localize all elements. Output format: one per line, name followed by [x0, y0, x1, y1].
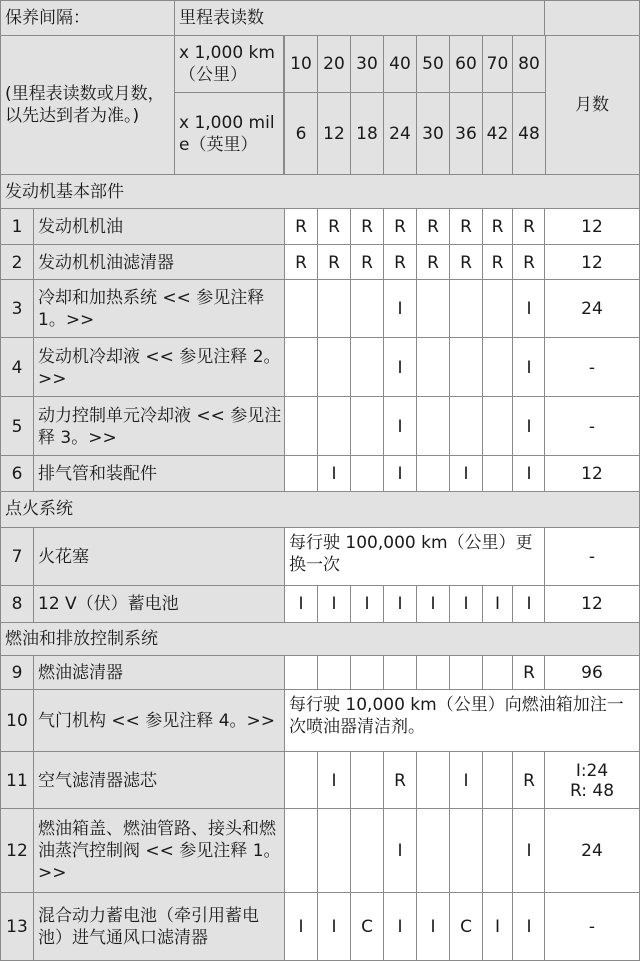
interval-mark	[512, 337, 546, 398]
interval-mark	[317, 279, 351, 339]
interval-mark-text: I	[397, 463, 403, 484]
interval-mark-text: C	[361, 916, 373, 937]
row-item-text: 燃油滤清器	[38, 663, 123, 683]
mile-value-text: 48	[518, 123, 540, 144]
interval-mark	[350, 208, 384, 246]
interval-mark-text: I	[494, 594, 500, 614]
interval-mark	[512, 208, 546, 246]
row-months	[544, 279, 640, 339]
mile-value	[482, 92, 513, 175]
row-number	[0, 527, 34, 587]
row-months	[544, 585, 640, 623]
interval-mark-text: I	[331, 770, 337, 791]
row-months-text: -	[588, 547, 596, 567]
row-number	[0, 751, 34, 810]
row-months-text: 96	[581, 663, 603, 683]
mile-value-text: 24	[389, 123, 411, 144]
mile-value-text: 42	[486, 123, 509, 144]
interval-mark	[449, 208, 483, 246]
km-value	[350, 35, 384, 93]
interval-mark	[449, 585, 483, 623]
row-number	[0, 655, 34, 691]
row-item-text: 发动机机油	[38, 217, 123, 237]
interval-mark	[383, 279, 417, 339]
row-number-text: 12	[6, 841, 28, 861]
row-item	[33, 892, 285, 961]
row-number	[0, 396, 34, 457]
interval-mark	[284, 244, 318, 281]
odometer-label: 里程表读数	[179, 8, 264, 28]
mile-value-text: 30	[422, 123, 444, 144]
row-number	[0, 892, 34, 961]
interval-mark-text: I	[430, 594, 436, 614]
interval-mark	[482, 396, 513, 457]
interval-mark-text: I	[298, 594, 304, 614]
row-number	[0, 279, 34, 339]
interval-mark-text: R	[523, 252, 535, 273]
row-months	[544, 337, 640, 398]
row-item-text: 空气滤清器滤芯	[38, 770, 157, 791]
interval-mark-text: I	[463, 770, 469, 791]
interval-mark	[317, 244, 351, 281]
section-engine	[0, 174, 640, 209]
row-months-line: I:24	[575, 760, 609, 781]
interval-mark	[512, 585, 546, 623]
interval-mark-text: I	[331, 594, 337, 614]
header-top-right-cell	[544, 0, 640, 36]
km-value	[512, 35, 546, 93]
row-number	[0, 337, 34, 398]
row-number-text: 6	[11, 463, 23, 484]
row-number-text: 1	[11, 217, 23, 237]
interval-mark	[416, 455, 450, 492]
interval-mark-text: R	[491, 252, 504, 273]
row-item-text: 排气管和装配件	[38, 463, 157, 484]
interval-mark	[317, 585, 351, 623]
interval-mark	[383, 208, 417, 246]
row-months-text: -	[588, 416, 596, 437]
km-value	[482, 35, 513, 93]
interval-mark-text: R	[460, 252, 472, 273]
header-note: (里程表读数或月数，以先达到者为准。)	[5, 84, 165, 126]
row-months-text: 12	[581, 252, 603, 273]
interval-mark	[449, 751, 483, 810]
interval-mark-text: I	[526, 463, 532, 484]
row-months-text: 12	[581, 463, 603, 484]
interval-mark	[512, 655, 546, 691]
interval-mark	[482, 455, 513, 492]
interval-mark-text: I	[397, 357, 403, 378]
row-number	[0, 244, 34, 281]
row-item-text: 发动机冷却液 << 参见注释 2。>>	[38, 346, 281, 389]
interval-mark	[350, 279, 384, 339]
row-number	[0, 208, 34, 246]
interval-mark-text: R	[491, 217, 504, 237]
interval-mark	[317, 655, 351, 691]
interval-mark-text: R	[295, 252, 307, 273]
interval-mark-text: I	[526, 357, 532, 378]
interval-mark	[416, 244, 450, 281]
interval-mark	[350, 892, 384, 961]
interval-mark	[449, 655, 483, 691]
interval-mark-text: R	[427, 217, 439, 237]
interval-mark-text: I	[494, 916, 500, 937]
interval-mark	[383, 808, 417, 894]
interval-mark-text: R	[394, 770, 406, 791]
row-item-text: 动力控制单元冷却液 << 参见注释 3。>>	[38, 405, 282, 448]
row-span-note	[284, 527, 546, 587]
interval-mark	[449, 808, 483, 894]
interval-mark	[350, 808, 384, 894]
interval-mark	[317, 337, 351, 398]
row-months-text: -	[588, 357, 596, 378]
row-item	[33, 751, 285, 810]
interval-mark	[383, 337, 417, 398]
row-span-note-text: 每行驶 100,000 km（公里）更换一次	[289, 533, 533, 575]
interval-mark	[482, 892, 513, 961]
interval-mark	[383, 396, 417, 457]
interval-mark-text: I	[397, 594, 403, 614]
row-item-text: 冷却和加热系统 << 参见注释 1。>>	[38, 288, 265, 330]
interval-mark	[284, 455, 318, 492]
interval-mark	[416, 751, 450, 810]
interval-mark	[512, 751, 546, 810]
row-item	[33, 655, 285, 691]
row-span-note-text: 每行驶 10,000 km（公里）向燃油箱加注一次喷油器清洁剂。	[289, 695, 624, 737]
row-months	[544, 655, 640, 691]
interval-mark	[350, 244, 384, 281]
row-months	[544, 208, 640, 246]
interval-mark-text: R	[328, 252, 340, 273]
interval-mark-text: I	[397, 416, 403, 437]
row-number	[0, 455, 34, 492]
interval-mark	[284, 655, 318, 691]
mile-value-text: 18	[356, 123, 378, 144]
interval-mark	[449, 396, 483, 457]
interval-mark	[284, 337, 318, 398]
header-note-cell	[0, 35, 175, 175]
interval-mark-text: R	[361, 217, 373, 237]
interval-mark-text: R	[394, 252, 406, 273]
interval-mark	[512, 279, 546, 339]
interval-mark	[482, 751, 513, 810]
row-number-text: 13	[6, 916, 28, 937]
row-months-text: 24	[581, 299, 603, 319]
mile-value	[383, 92, 417, 175]
km-value-text: 50	[422, 54, 444, 74]
section-fuel	[0, 621, 640, 656]
odometer-label-cell	[174, 0, 545, 36]
km-value-text: 80	[518, 54, 540, 74]
mile-value	[350, 92, 384, 175]
row-months	[544, 455, 640, 492]
interval-mark	[317, 892, 351, 961]
interval-mark	[416, 808, 450, 894]
km-value-text: 20	[323, 54, 345, 74]
interval-mark-text: I	[526, 841, 532, 861]
interval-mark	[482, 208, 513, 246]
interval-mark	[383, 244, 417, 281]
row-item	[33, 808, 285, 894]
row-item	[33, 455, 285, 492]
row-number-text: 3	[11, 299, 23, 319]
section-ignition	[0, 490, 640, 528]
months-header-cell	[544, 35, 640, 175]
interval-mark	[317, 455, 351, 492]
interval-mark	[317, 396, 351, 457]
mile-value-text: 6	[295, 123, 307, 144]
row-number	[0, 808, 34, 894]
interval-mark	[416, 655, 450, 691]
interval-mark-text: I	[463, 463, 469, 484]
row-months-text: 12	[581, 217, 603, 237]
interval-mark	[512, 244, 546, 281]
row-item-text: 气门机构 << 参见注释 4。>>	[38, 711, 276, 731]
km-value-text: 10	[290, 54, 312, 74]
interval-mark	[284, 808, 318, 894]
interval-mark	[383, 892, 417, 961]
row-item	[33, 527, 285, 587]
interval-mark	[416, 208, 450, 246]
interval-mark	[449, 279, 483, 339]
interval-mark-text: R	[460, 217, 472, 237]
interval-mark	[482, 337, 513, 398]
section-ignition-label: 点火系统	[5, 499, 73, 519]
interval-mark	[284, 892, 318, 961]
interval-mark	[512, 892, 546, 961]
row-number-text: 4	[11, 357, 23, 378]
interval-mark	[350, 655, 384, 691]
km-value	[317, 35, 351, 93]
km-label-cell	[174, 35, 284, 93]
interval-mark	[449, 337, 483, 398]
interval-mark	[449, 244, 483, 281]
interval-mark-text: R	[523, 663, 535, 683]
row-months-text: -	[588, 916, 596, 937]
interval-label-cell	[0, 0, 175, 36]
km-value-text: 60	[455, 54, 477, 74]
interval-mark	[383, 655, 417, 691]
interval-mark	[482, 655, 513, 691]
row-item	[33, 279, 285, 339]
row-months-text: 12	[581, 594, 603, 614]
row-item-text: 火花塞	[38, 547, 89, 567]
row-item-text: 混合动力蓄电池（牵引用蓄电池）进气通风口滤清器	[38, 905, 259, 948]
row-number-text: 8	[11, 594, 23, 614]
mile-value-text: 12	[323, 123, 345, 144]
interval-mark	[383, 751, 417, 810]
interval-mark	[482, 585, 513, 623]
km-value-text: 70	[486, 54, 509, 74]
interval-mark	[416, 279, 450, 339]
row-months	[544, 396, 640, 457]
row-item	[33, 396, 285, 457]
row-months-text: 24	[581, 841, 603, 861]
interval-mark	[416, 396, 450, 457]
mile-value-text: 36	[455, 123, 477, 144]
interval-mark-text: I	[298, 916, 304, 937]
row-months	[544, 244, 640, 281]
interval-mark	[383, 455, 417, 492]
interval-mark-text: R	[427, 252, 439, 273]
mile-value	[449, 92, 483, 175]
row-months	[544, 892, 640, 961]
interval-mark	[317, 208, 351, 246]
interval-mark-text: I	[331, 463, 337, 484]
mile-value	[284, 92, 318, 175]
interval-mark	[512, 455, 546, 492]
interval-mark	[284, 279, 318, 339]
km-value	[416, 35, 450, 93]
interval-mark-text: I	[397, 916, 403, 937]
interval-mark-text: R	[295, 217, 307, 237]
interval-mark	[350, 396, 384, 457]
interval-mark	[482, 279, 513, 339]
interval-mark	[482, 808, 513, 894]
km-label: x 1,000 km（公里）	[179, 43, 275, 85]
interval-mark	[350, 751, 384, 810]
interval-mark	[512, 808, 546, 894]
km-value-text: 30	[356, 54, 378, 74]
interval-mark	[383, 585, 417, 623]
section-fuel-label: 燃油和排放控制系统	[5, 628, 158, 649]
row-item	[33, 585, 285, 623]
mile-label-cell	[174, 92, 284, 175]
interval-mark-text: I	[397, 841, 403, 861]
mile-label: x 1,000 mile（英里）	[179, 112, 275, 155]
interval-mark	[284, 208, 318, 246]
interval-mark	[482, 244, 513, 281]
interval-mark-text: R	[361, 252, 373, 273]
row-months-line: R: 48	[569, 780, 615, 801]
interval-mark	[449, 892, 483, 961]
interval-mark	[284, 396, 318, 457]
interval-mark	[284, 585, 318, 623]
interval-mark-text: I	[526, 916, 532, 937]
row-item-text: 12 V（伏）蓄电池	[38, 594, 179, 614]
section-engine-label: 发动机基本部件	[5, 181, 124, 202]
interval-mark	[317, 808, 351, 894]
row-span-note	[284, 689, 640, 753]
interval-mark	[512, 396, 546, 457]
interval-mark	[284, 751, 318, 810]
row-item	[33, 337, 285, 398]
row-months	[544, 808, 640, 894]
interval-mark-text: R	[394, 217, 406, 237]
interval-mark	[416, 892, 450, 961]
km-value-text: 40	[389, 54, 411, 74]
mile-value	[416, 92, 450, 175]
row-number-text: 11	[6, 770, 28, 791]
row-item-text: 燃油箱盖、燃油管路、接头和燃油蒸汽控制阀 << 参见注释 1。>>	[38, 819, 281, 883]
interval-mark	[350, 337, 384, 398]
interval-mark-text: I	[463, 594, 469, 614]
row-item-text: 发动机机油滤清器	[38, 252, 174, 273]
interval-mark-text: I	[364, 594, 370, 614]
interval-mark	[416, 585, 450, 623]
row-number-text: 2	[11, 252, 23, 273]
interval-mark-text: I	[526, 594, 532, 614]
interval-mark-text: C	[460, 916, 472, 937]
mile-value	[512, 92, 546, 175]
row-item	[33, 244, 285, 281]
km-value	[284, 35, 318, 93]
row-months	[544, 527, 640, 587]
km-value	[449, 35, 483, 93]
interval-label: 保养间隔：	[5, 8, 90, 28]
months-header: 月数	[575, 95, 609, 115]
interval-mark-text: R	[523, 217, 535, 237]
interval-mark-text: I	[526, 416, 532, 437]
row-item	[33, 208, 285, 246]
mile-value	[317, 92, 351, 175]
interval-mark	[350, 585, 384, 623]
row-number-text: 5	[11, 416, 23, 437]
interval-mark-text: I	[397, 299, 403, 319]
interval-mark	[416, 337, 450, 398]
row-number-text: 7	[11, 547, 23, 567]
interval-mark-text: I	[430, 916, 436, 937]
row-months	[544, 751, 640, 810]
interval-mark	[449, 455, 483, 492]
interval-mark-text: R	[328, 217, 340, 237]
row-number-text: 10	[6, 711, 28, 731]
row-item	[33, 689, 285, 753]
row-number	[0, 689, 34, 753]
interval-mark	[317, 751, 351, 810]
interval-mark-text: I	[331, 916, 337, 937]
km-value	[383, 35, 417, 93]
row-number	[0, 585, 34, 623]
interval-mark	[350, 455, 384, 492]
interval-mark-text: I	[526, 299, 532, 319]
row-number-text: 9	[11, 663, 23, 683]
interval-mark-text: R	[523, 770, 535, 791]
